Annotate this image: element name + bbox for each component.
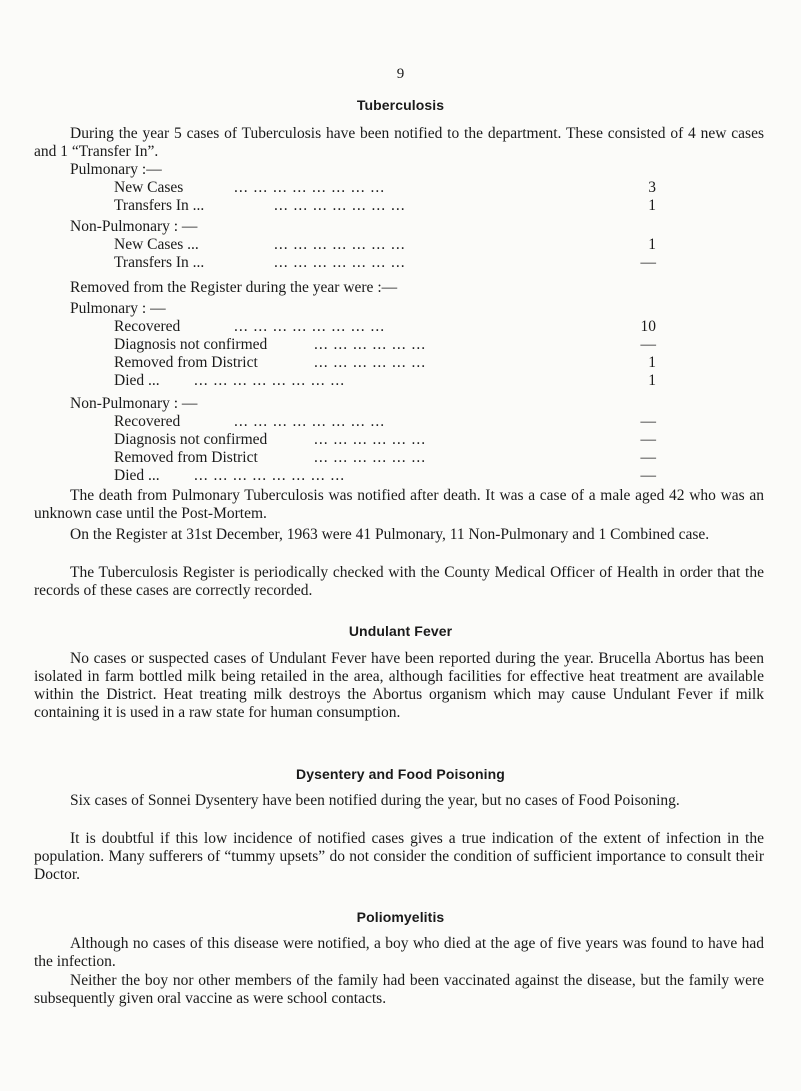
- page-number: 9: [396, 66, 405, 82]
- heading-tuberculosis: Tuberculosis: [356, 97, 445, 113]
- removed-nonpulmonary-died: Died ... ... ... ... ... ... ... ... ... —: [114, 467, 656, 484]
- heading-undulant-fever: Undulant Fever: [348, 623, 453, 639]
- removed-nonpulmonary-diagnosis-not-confirmed: Diagnosis not confirmed ... ... ... ... ... ... —: [114, 431, 656, 448]
- notified-pulmonary-new-cases: New Cases ... ... ... ... ... ... ... ... 3: [114, 179, 656, 196]
- removed-pulmonary-label: Pulmonary : —: [70, 300, 166, 317]
- tb-intro-paragraph: During the year 5 cases of Tuberculosis have been notified to the department. These consisted of 4 new cases and 1 “Transfer In”.: [34, 125, 764, 160]
- pulmonary-label: Pulmonary :—: [70, 161, 162, 178]
- notified-pulmonary-transfers-in: Transfers In ... ... ... ... ... ... ... ... 1: [114, 197, 656, 214]
- heading-dysentery-food-poisoning: Dysentery and Food Poisoning: [296, 766, 505, 782]
- removed-nonpulmonary-removed-from-district: Removed from District ... ... ... ... ... ... —: [114, 449, 656, 466]
- undulant-paragraph: No cases or suspected cases of Undulant Fever have been reported during the year. Brucella Abortus has been isolated in farm bottled milk being retailed in the area, although facilities for effective heat treatment are available within the District. Heat treating milk destroys the Abortus organism which may cause Undulant Fever if milk containing it is used in a raw state for human consumption.: [34, 650, 764, 721]
- removed-pulmonary-removed-from-district: Removed from District ... ... ... ... ... ... 1: [114, 354, 656, 371]
- removed-pulmonary-recovered: Recovered ... ... ... ... ... ... ... ... 10: [114, 318, 656, 335]
- removed-nonpulmonary-label: Non-Pulmonary : —: [70, 395, 198, 412]
- tb-checked-paragraph: The Tuberculosis Register is periodically checked with the County Medical Officer of Health in order that the records of these cases are correctly recorded.: [34, 564, 764, 599]
- dysentery-paragraph-1: Six cases of Sonnei Dysentery have been notified during the year, but no cases of Food Poisoning.: [70, 792, 680, 809]
- notified-nonpulmonary-transfers-in: Transfers In ... ... ... ... ... ... ... ... —: [114, 254, 656, 271]
- notified-nonpulmonary-new-cases: New Cases ... ... ... ... ... ... ... ... 1: [114, 236, 656, 253]
- tb-register-paragraph: On the Register at 31st December, 1963 were 41 Pulmonary, 11 Non-Pulmonary and 1 Combined case.: [70, 526, 710, 543]
- removed-pulmonary-died: Died ... ... ... ... ... ... ... ... ... 1: [114, 372, 656, 389]
- removed-pulmonary-diagnosis-not-confirmed: Diagnosis not confirmed ... ... ... ... ... ... —: [114, 336, 656, 353]
- tb-death-paragraph: The death from Pulmonary Tuberculosis was notified after death. It was a case of a male aged 42 who was an unknown case until the Post-Mortem.: [34, 487, 764, 522]
- polio-paragraph-2: Neither the boy nor other members of the family had been vaccinated against the disease, but the family were subsequently given oral vaccine as were school contacts.: [34, 972, 764, 1007]
- polio-paragraph-1: Although no cases of this disease were notified, a boy who died at the age of five years was found to have had the infection.: [34, 935, 764, 970]
- removed-intro: Removed from the Register during the year were :—: [70, 279, 398, 296]
- removed-nonpulmonary-recovered: Recovered ... ... ... ... ... ... ... ... —: [114, 413, 656, 430]
- heading-poliomyelitis: Poliomyelitis: [356, 909, 445, 925]
- dysentery-paragraph-2: It is doubtful if this low incidence of notified cases gives a true indication of the extent of infection in the population. Many sufferers of “tummy upsets” do not consider the condition of sufficient importance to consult their Doctor.: [34, 830, 764, 883]
- nonpulmonary-label: Non-Pulmonary : —: [70, 218, 198, 235]
